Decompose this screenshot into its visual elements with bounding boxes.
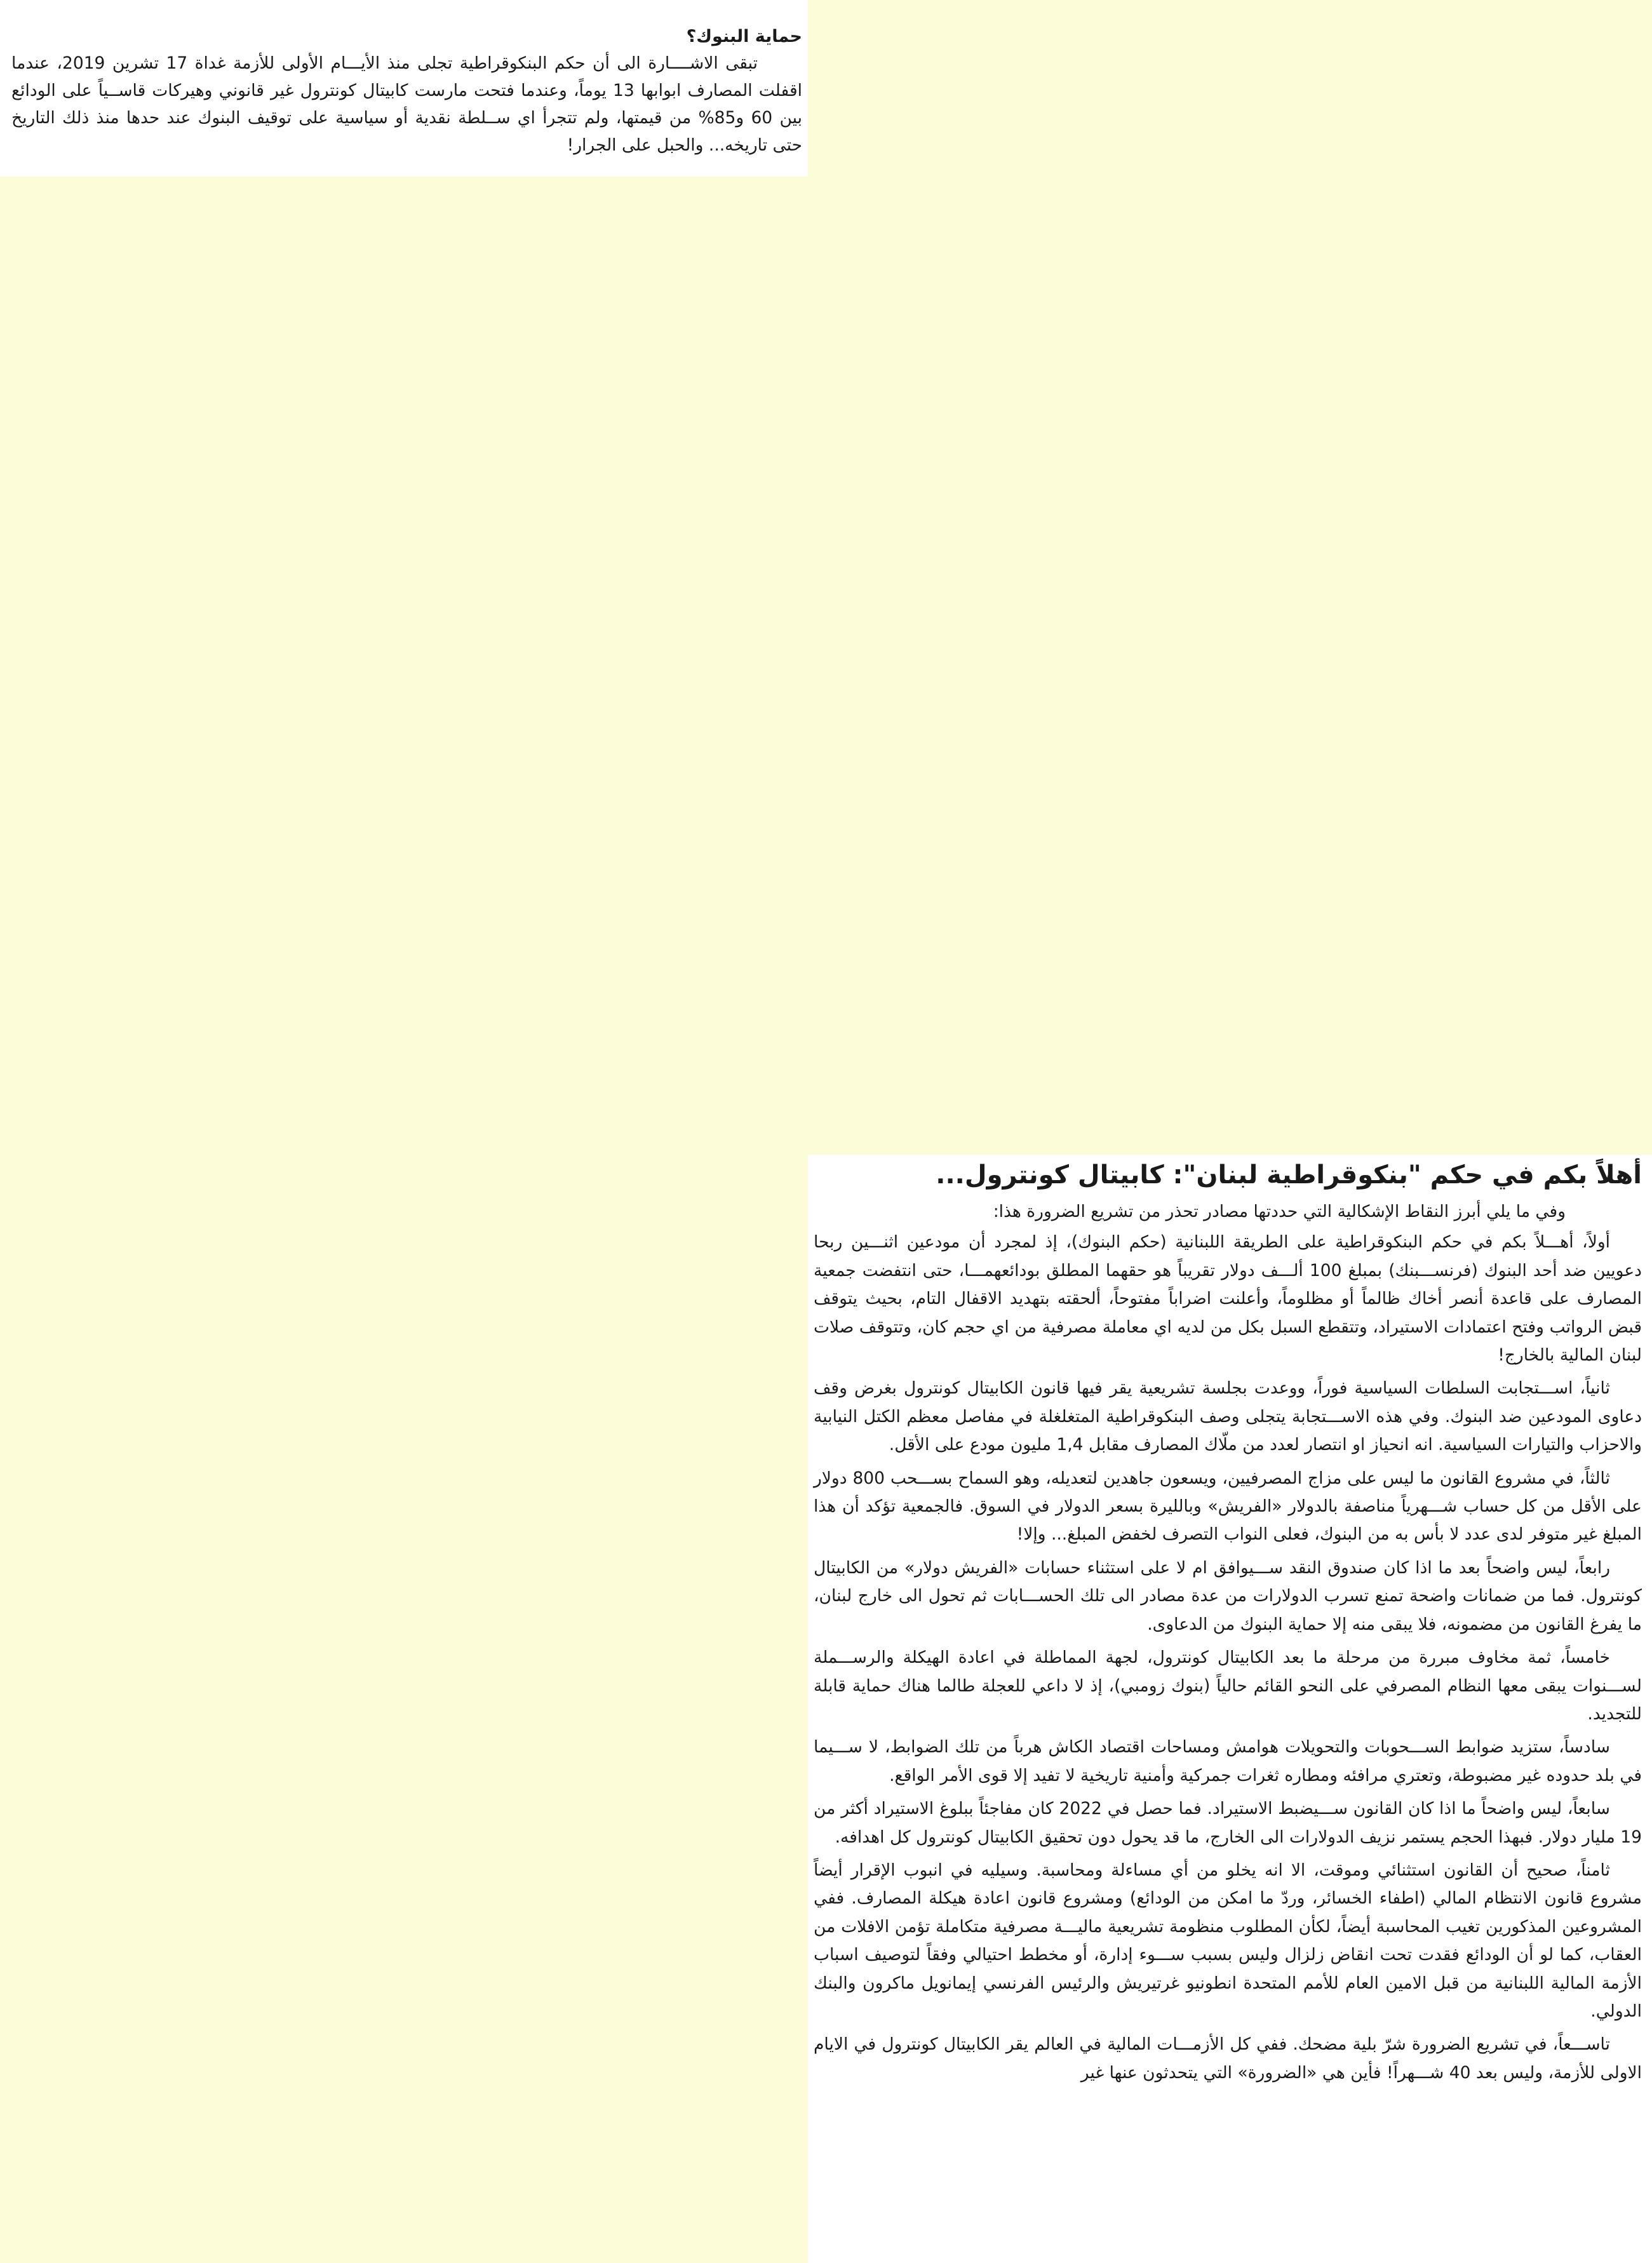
article-point-1: أولاً، أهـــلاً بكم في حكم البنكوقراطية على الطريقة اللبنانية (حكم البنوك)، إذ لمجرد أن مودعين اثنـــين ربحا دعويين ضد أحد البنوك (فرنســـبنك) بمبلغ 100 ألـــف دولار تقريباً هو حقهما المطلق بودائعهمـــا، حتى انتفضت جمعية المصارف على قاعدة أنصر أخاك ظالماً أو مظلوماً، وأعلنت اضراباً مفتوحاً، ألحقته بتهديد الاقفال التام، بحيث يتوقف قبض الرواتب وفتح اعتمادات الاستيراد، وتتقطع السبل بكل من لديه اي معاملة مصرفية من اي حجم كان، وتتوقف صلات لبنان المالية بالخارج! — [814, 1232, 1642, 1366]
top-article-column — [11, 24, 802, 159]
article-point-8: ثامناً، صحيح أن القانون استثنائي وموقت، الا انه يخلو من أي مساءلة ومحاسبة. وسيليه في انبوب الإقرار أيضاً مشروع قانون الانتظام المالي (اطفاء الخسائر، وردّ ما امكن من الودائع) ومشروع قانون اعادة هيكلة المصارف. ففي المشروعين المذكورين تغيب المحاسبة أيضاً، لكأن المطلوب منظومة تشريعية ماليـــة مصرفية متكاملة تؤمن الافلات من العقاب، كما لو أن الودائع فقدت تحت انقاض زلزال وليس بسبب ســـوء إدارة، أو مخطط احتيالي وفقاً لتوصيف اسباب الأزمة المالية اللبنانية من قبل الامين العام للأمم المتحدة انطونيو غرتيريش والرئيس الفرنسي إيمانويل ماكرون والبنك الدولي. — [814, 1860, 1642, 2021]
article-intro: وفي ما يلي أبرز النقاط الإشكالية التي حددتها مصادر تحذر من تشريع الضرورة هذا: — [993, 1202, 1566, 1221]
section-subheading: حماية البنوك؟ — [686, 27, 802, 46]
article-point-9: تاســـعاً، في تشريع الضرورة شرّ بلية مضحك. ففي كل الأزمـــات المالية في العالم يقر الكابيتال كونترول في الايام الاولى للأزمة، وليس بعد 40 شـــهراً! فأين هي «الضرورة» التي يتحدثون عنها غير — [814, 2034, 1642, 2083]
article-point-5: خامساً، ثمة مخاوف مبررة من مرحلة ما بعد الكابيتال كونترول، لجهة المماطلة في اعادة الهيكلة والرســـملة لســـنوات يبقى معها النظام المصرفي على النحو القائم حالياً (بنوك زومبي)، إذ لا داعي للعجلة طالما هناك حماية قابلة للتجديد. — [814, 1648, 1642, 1724]
article-point-7: سابعاً، ليس واضحاً ما اذا كان القانون ســـيضبط الاستيراد. فما حصل في 2022 كان مفاجئاً ببلوغ الاستيراد أكثر من 19 مليار دولار. فبهذا الحجم يستمر نزيف الدولارات الى الخارج، ما قد يحول دون تحقيق الكابيتال كونترول كل اهدافه. — [814, 1799, 1642, 1847]
article-point-4: رابعاً، ليس واضحاً بعد ما اذا كان صندوق النقد ســـيوافق ام لا على استثناء حسابات «الفريش دولار» من الكابيتال كونترول. فما من ضمانات واضحة تمنع تسرب الدولارات من عدة مصادر الى تلك الحســـابات ثم تحول الى خارج لبنان، ما يفرغ القانون من مضمونه، فلا يبقى منه إلا حماية البنوك من الدعاوى. — [814, 1557, 1642, 1634]
article-point-3: ثالثاً، في مشروع القانون ما ليس على مزاج المصرفيين، ويسعون جاهدين لتعديله، وهو السماح بســـحب 800 دولار على الأقل من كل حساب شـــهرياً مناصفة بالدولار «الفريش» وبالليرة بسعر الدولار في السوق. فالجمعية تؤكد أن هذا المبلغ غير متوفر لدى عدد لا بأس به من البنوك، فعلى النواب التصرف لخفض المبلغ... وإلا! — [814, 1468, 1642, 1545]
section-paragraph: تبقى الاشــــارة الى أن حكم البنكوقراطية تجلى منذ الأيـــام الأولى للأزمة غداة 17 تشرين 2019، عندما اقفلت المصارف ابوابها 13 يوماً، وعندما فتحت مارست كابيتال كونترول غير قانوني وهيركات قاســياً على الودائع بين 60 و85% من قيمتها، ولم تتجرأ اي ســلطة نقدية أو سياسية على توقيف البنوك عند حدها منذ ذلك التاريخ حتى تاريخه... والحبل على الجرار! — [11, 53, 802, 155]
article-headline: أهلاً بكم في حكم "بنكوقراطية لبنان": كابيتال كونترول... — [936, 1160, 1642, 1190]
article-column — [814, 1157, 1642, 2092]
article-point-2: ثانياً، اســـتجابت السلطات السياسية فوراً، ووعدت بجلسة تشريعية يقر فيها قانون الكابيتال كونترول بغرض وقف دعاوى المودعين ضد البنوك. وفي هذه الاســـتجابة يتجلى وصف البنكوقراطية المتغلغلة في مفاصل معظم الكتل النيابية والاحزاب والتيارات السياسية. انه انحياز او انتصار لعدد من ملّاك المصارف مقابل 1,4 مليون مودع على الأقل. — [814, 1378, 1642, 1455]
article-point-6: سادساً، ستزيد ضوابط الســـحوبات والتحويلات هوامش ومساحات اقتصاد الكاش هرباً من تلك الضوابط، لا ســـيما في بلد حدوده غير مضبوطة، وتعتري مرافئه ومطاره ثغرات جمركية وأمنية تاريخية لا تفيد إلا قوى الأمر الواقع. — [814, 1737, 1642, 1785]
